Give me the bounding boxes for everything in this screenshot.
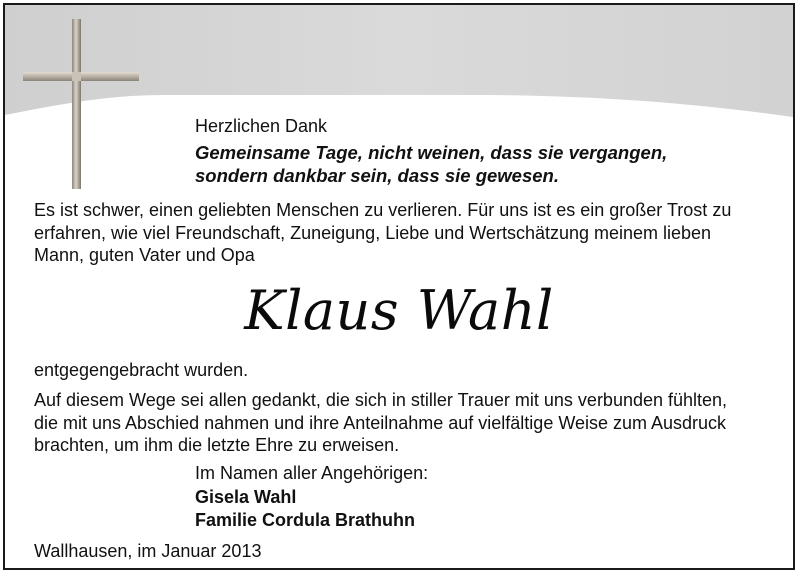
on-behalf-line: Im Namen aller Angehörigen: bbox=[195, 463, 429, 483]
place-date: Wallhausen, im Januar 2013 bbox=[34, 541, 262, 561]
motto-quote bbox=[195, 141, 667, 187]
deceased-name: Klaus Wahl bbox=[244, 279, 554, 342]
obituary-notice bbox=[3, 3, 795, 570]
signers-list bbox=[195, 486, 415, 532]
intro-paragraph bbox=[34, 199, 731, 267]
motto-line: sondern dankbar sein, dass sie gewesen. bbox=[195, 165, 559, 186]
cross-icon bbox=[23, 19, 139, 189]
thanks-paragraph bbox=[34, 389, 727, 457]
thanks-line: die mit uns Abschied nahmen und ihre Anteilnahme auf vielfältige Weise zum Ausdruck bbox=[34, 412, 727, 433]
after-name-text: entgegengebracht wurden. bbox=[34, 360, 249, 380]
motto-line: Gemeinsame Tage, nicht weinen, dass sie vergangen, bbox=[195, 142, 668, 163]
thanks-line: brachten, um ihm die letzte Ehre zu erweisen. bbox=[34, 435, 400, 455]
thanks-line: Auf diesem Wege sei allen gedankt, die sich in stiller Trauer mit uns verbunden fühlten, bbox=[34, 390, 728, 410]
signer-name: Familie Cordula Brathuhn bbox=[195, 510, 416, 530]
signer-name: Gisela Wahl bbox=[195, 487, 297, 507]
heading-thanks: Herzlichen Dank bbox=[195, 116, 328, 136]
intro-line: Es ist schwer, einen geliebten Menschen zu verlieren. Für uns ist es ein großer Trost zu bbox=[34, 200, 732, 220]
intro-line: erfahren, wie viel Freundschaft, Zuneigung, Liebe und Wertschätzung meinem lieben bbox=[34, 222, 712, 243]
intro-line: Mann, guten Vater und Opa bbox=[34, 245, 255, 265]
